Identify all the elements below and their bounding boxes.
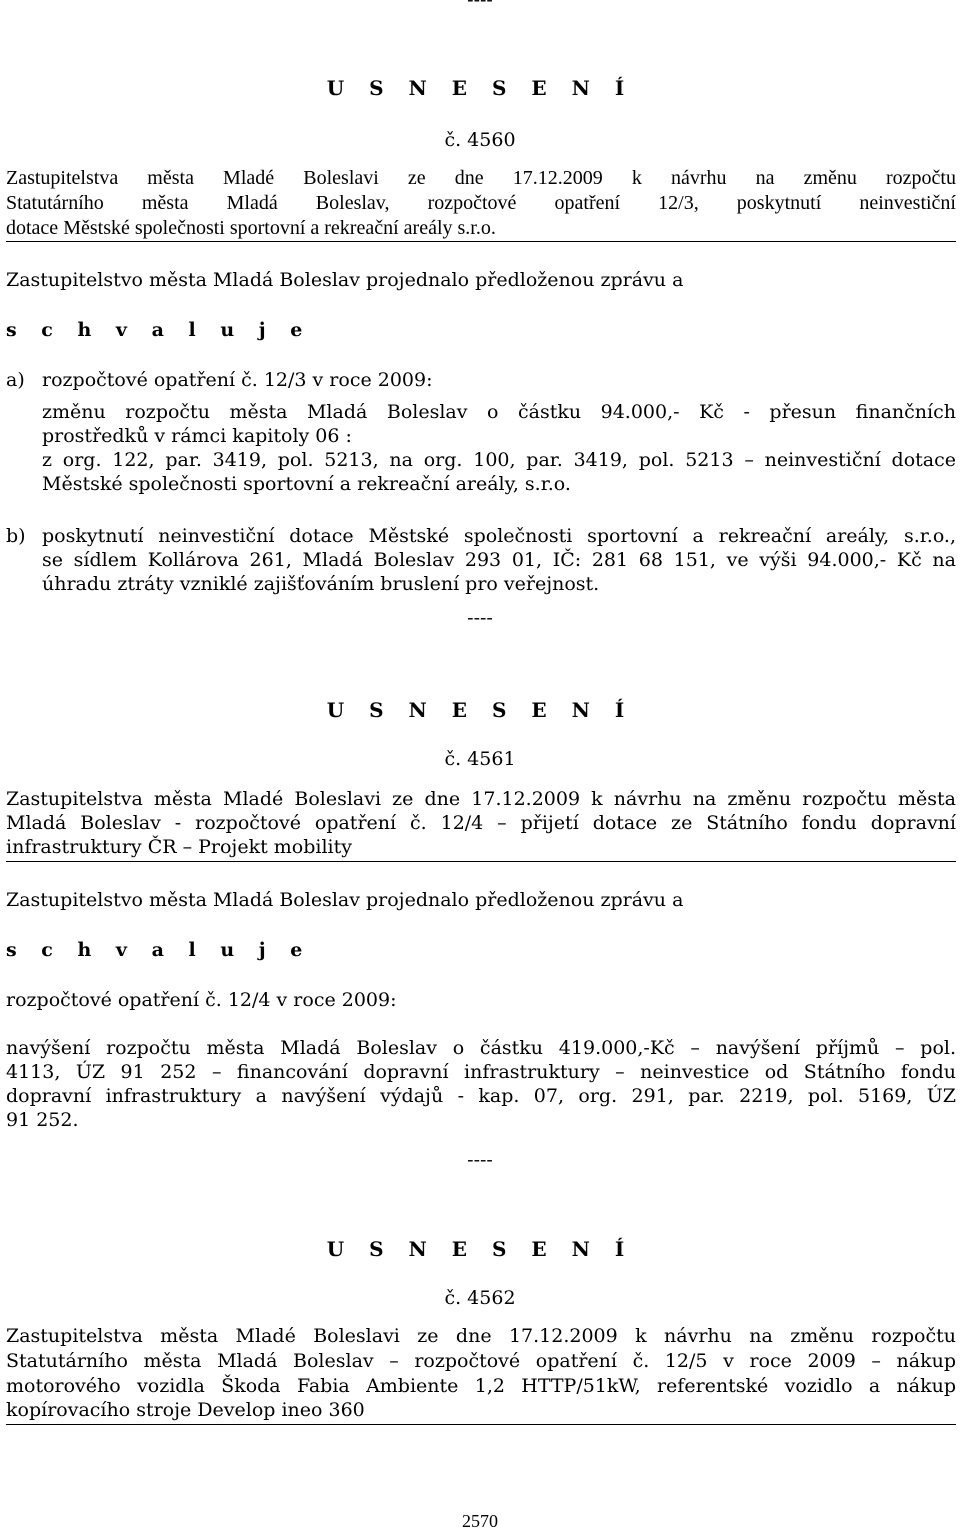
item-heading: rozpočtové opatření č. 12/4 v roce 2009: bbox=[6, 989, 397, 1011]
item-text-line: poskytnutí neinvestiční dotace Městské společnosti sportovní a rekreační areály, s.r.o., bbox=[42, 525, 956, 547]
approve-label: s c h v a l u j e bbox=[6, 939, 312, 961]
intro-text: Zastupitelstvo města Mladá Boleslav projednalo předloženou zprávu a bbox=[6, 889, 684, 911]
separator: ---- bbox=[467, 1149, 493, 1171]
resolution-heading: U S N E S E N Í bbox=[326, 1237, 634, 1261]
item-heading: rozpočtové opatření č. 12/3 v roce 2009: bbox=[42, 369, 433, 391]
item-text-line: 4113, ÚZ 91 252 – financování dopravní infrastruktury – neinvestice od Státního fondu bbox=[6, 1061, 956, 1083]
item-text-line: prostředků v rámci kapitoly 06 : bbox=[42, 425, 352, 447]
resolution-number: č. 4560 bbox=[444, 129, 516, 151]
resolution-title-line: Mladá Boleslav - rozpočtové opatření č. 12/4 – přijetí dotace ze Státního fondu dopravní bbox=[6, 812, 956, 834]
resolution-title-line: dotace Městské společnosti sportovní a rekreační areály s.r.o. bbox=[6, 217, 496, 239]
separator: ---- bbox=[467, 607, 493, 629]
item-text-line: Městské společnosti sportovní a rekreační areály, s.r.o. bbox=[42, 473, 571, 495]
item-label: a) bbox=[6, 369, 25, 391]
approve-label: s c h v a l u j e bbox=[6, 319, 312, 341]
resolution-title-line: Zastupitelstva města Mladé Boleslavi ze dne 17.12.2009 k návrhu na změnu rozpočtu města bbox=[6, 788, 956, 810]
item-text-line: se sídlem Kollárova 261, Mladá Boleslav 293 01, IČ: 281 68 151, ve výši 94.000,- Kč na bbox=[42, 549, 956, 571]
separator: ---- bbox=[467, 0, 493, 11]
title-underline bbox=[6, 861, 956, 862]
item-text-line: 91 252. bbox=[6, 1109, 79, 1131]
item-text-line: z org. 122, par. 3419, pol. 5213, na org. 100, par. 3419, pol. 5213 – neinvestiční dotace bbox=[42, 449, 956, 471]
resolution-title-line: motorového vozidla Škoda Fabia Ambiente 1,2 HTTP/51kW, referentské vozidlo a nákup bbox=[6, 1375, 956, 1397]
resolution-title-line: Zastupitelstva města Mladé Boleslavi ze dne 17.12.2009 k návrhu na změnu rozpočtu bbox=[6, 1325, 956, 1347]
page-number: 2570 bbox=[462, 1511, 498, 1531]
resolution-number: č. 4561 bbox=[444, 748, 516, 770]
resolution-title-line: Zastupitelstva města Mladé Boleslavi ze dne 17.12.2009 k návrhu na změnu rozpočtu bbox=[6, 167, 956, 189]
intro-text: Zastupitelstvo města Mladá Boleslav projednalo předloženou zprávu a bbox=[6, 269, 684, 291]
resolution-title-line: Statutárního města Mladá Boleslav – rozpočtové opatření č. 12/5 v roce 2009 – nákup bbox=[6, 1350, 956, 1372]
item-text-line: úhradu ztráty vzniklé zajišťováním bruslení pro veřejnost. bbox=[42, 573, 600, 595]
item-label: b) bbox=[6, 525, 26, 547]
item-text-line: změnu rozpočtu města Mladá Boleslav o částku 94.000,- Kč - přesun finančních bbox=[42, 401, 956, 423]
resolution-title-line: kopírovacího stroje Develop ineo 360 bbox=[6, 1399, 365, 1421]
title-underline bbox=[6, 1424, 956, 1425]
resolution-heading: U S N E S E N Í bbox=[326, 698, 634, 722]
resolution-number: č. 4562 bbox=[444, 1287, 516, 1309]
title-underline bbox=[6, 241, 956, 242]
resolution-title-line: Statutárního města Mladá Boleslav, rozpočtové opatření 12/3, poskytnutí neinvestiční bbox=[6, 192, 956, 214]
resolution-heading: U S N E S E N Í bbox=[326, 76, 634, 100]
resolution-title-line: infrastruktury ČR – Projekt mobility bbox=[6, 836, 352, 858]
item-text-line: dopravní infrastruktury a navýšení výdajů - kap. 07, org. 291, par. 2219, pol. 5169, ÚZ bbox=[6, 1085, 956, 1107]
item-text-line: navýšení rozpočtu města Mladá Boleslav o částku 419.000,-Kč – navýšení příjmů – pol. bbox=[6, 1037, 956, 1059]
